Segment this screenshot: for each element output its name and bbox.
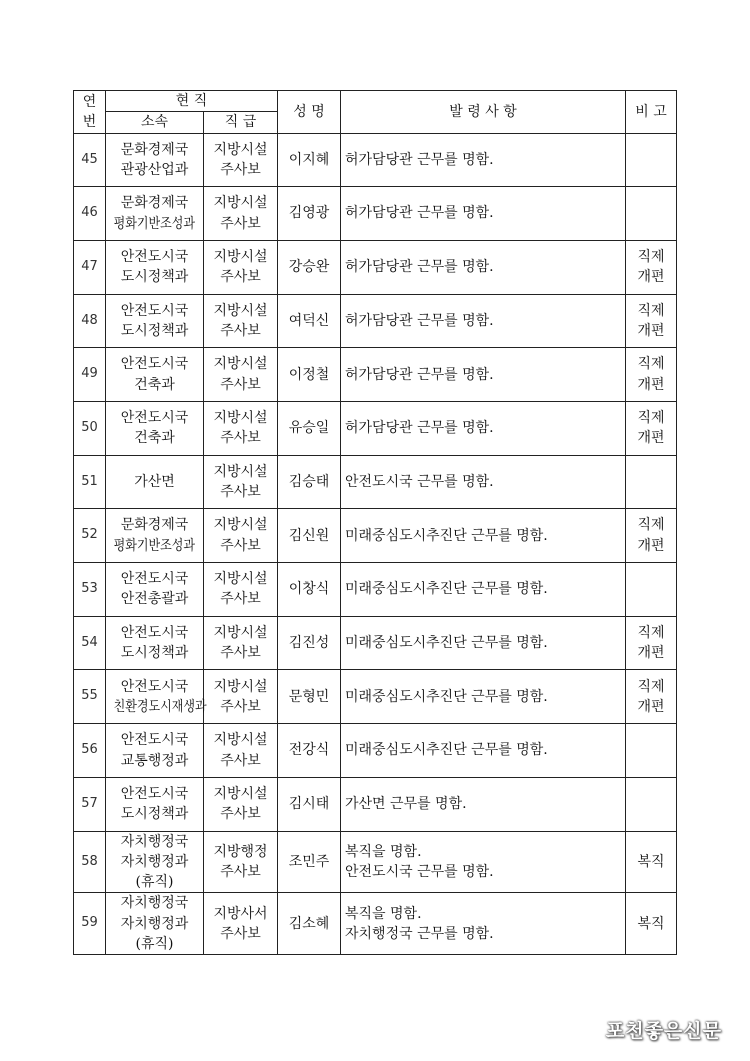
name-cell: 유승일 xyxy=(278,402,341,456)
name-cell: 이정철 xyxy=(278,348,341,402)
note-cell-line: 개편 xyxy=(637,537,665,554)
rank-cell-line: 주사보 xyxy=(220,537,261,554)
note-cell xyxy=(626,348,677,402)
department-cell-line: 안전도시국 xyxy=(120,785,189,802)
order-cell-line: 허가담당관 근무를 명함. xyxy=(345,312,494,329)
note-cell xyxy=(626,831,677,893)
department-cell-line: (휴직) xyxy=(135,936,174,953)
rank-cell xyxy=(204,348,278,402)
rank-cell-line: 주사보 xyxy=(220,215,261,232)
table-row xyxy=(74,133,677,187)
rank-cell-line: 주사보 xyxy=(220,752,261,769)
serial-number-cell: 56 xyxy=(74,724,106,778)
order-cell-line: 허가담당관 근무를 명함. xyxy=(345,151,494,168)
rank-cell xyxy=(204,294,278,348)
order-cell-line: 허가담당관 근무를 명함. xyxy=(345,205,494,222)
department-cell-line: 도시정책과 xyxy=(120,269,189,286)
note-cell xyxy=(626,777,677,831)
rank-cell xyxy=(204,133,278,187)
order-cell-line: 자치행정국 근무를 명함. xyxy=(345,925,494,942)
department-cell xyxy=(106,294,204,348)
table-row xyxy=(74,187,677,241)
name-cell: 강승완 xyxy=(278,240,341,294)
department-cell-line: (휴직) xyxy=(135,874,174,891)
rank-cell-line: 지방시설 xyxy=(213,249,268,266)
rank-cell xyxy=(204,777,278,831)
table-row xyxy=(74,455,677,509)
rank-cell-line: 지방시설 xyxy=(213,356,268,373)
note-cell-line: 개편 xyxy=(637,645,665,662)
department-cell xyxy=(106,402,204,456)
department-cell-line: 안전도시국 xyxy=(120,678,189,695)
name-cell: 이지혜 xyxy=(278,133,341,187)
rank-cell xyxy=(204,563,278,617)
rank-cell xyxy=(204,187,278,241)
rank-cell-line: 지방시설 xyxy=(213,463,268,480)
table-row xyxy=(74,240,677,294)
note-cell-line: 복직 xyxy=(637,915,665,932)
department-cell-line: 도시정책과 xyxy=(120,323,189,339)
rank-cell-line: 주사보 xyxy=(220,161,261,178)
department-cell xyxy=(106,616,204,670)
department-cell xyxy=(106,455,204,509)
table-row xyxy=(74,777,677,831)
order-cell xyxy=(341,187,626,241)
name-cell: 김영광 xyxy=(278,187,341,241)
rank-cell-line: 지방시설 xyxy=(213,302,268,319)
department-cell xyxy=(106,240,204,294)
table-row xyxy=(74,724,677,778)
table-row xyxy=(74,563,677,617)
name-cell: 김승태 xyxy=(278,455,341,509)
department-cell-line: 안전도시국 xyxy=(120,410,189,427)
order-cell-line: 안전도시국 근무를 명함. xyxy=(345,473,494,490)
department-cell-line: 안전총괄과 xyxy=(120,591,189,608)
department-cell-line: 안전도시국 xyxy=(120,249,189,266)
department-cell-line: 친환경도시재생과 xyxy=(113,698,207,715)
header-department: 소속 xyxy=(106,112,204,133)
rank-cell-line: 지방시설 xyxy=(213,141,268,158)
order-cell xyxy=(341,563,626,617)
department-cell xyxy=(106,509,204,563)
serial-number-cell: 57 xyxy=(74,777,106,831)
note-cell xyxy=(626,455,677,509)
note-cell-line: 직제 xyxy=(637,410,665,427)
serial-number-cell: 55 xyxy=(74,670,106,724)
name-cell: 조민주 xyxy=(278,831,341,893)
name-cell: 전강식 xyxy=(278,724,341,778)
table-row xyxy=(74,402,677,456)
order-cell xyxy=(341,402,626,456)
department-cell-line: 도시정책과 xyxy=(120,645,189,662)
note-cell xyxy=(626,724,677,778)
note-cell-line: 개편 xyxy=(637,323,665,339)
department-cell-line: 도시정책과 xyxy=(120,806,189,823)
rank-cell xyxy=(204,455,278,509)
table-row xyxy=(74,294,677,348)
serial-number-cell: 52 xyxy=(74,509,106,563)
rank-cell xyxy=(204,724,278,778)
rank-cell xyxy=(204,831,278,893)
rank-cell-line: 지방시설 xyxy=(213,410,268,427)
department-cell xyxy=(106,133,204,187)
rank-cell-line: 지방시설 xyxy=(213,678,268,695)
name-cell: 이창식 xyxy=(278,563,341,617)
name-cell: 김시태 xyxy=(278,777,341,831)
serial-number-cell: 58 xyxy=(74,831,106,893)
department-cell-line: 교통행정과 xyxy=(120,752,189,769)
serial-number-cell: 48 xyxy=(74,294,106,348)
department-cell-line: 안전도시국 xyxy=(120,302,189,319)
rank-cell-line: 주사보 xyxy=(220,591,261,608)
department-cell-line xyxy=(106,214,203,234)
table-row xyxy=(74,831,677,893)
note-cell-line: 복직 xyxy=(637,853,665,870)
rank-cell-line: 주사보 xyxy=(220,323,261,339)
note-cell xyxy=(626,402,677,456)
order-cell xyxy=(341,616,626,670)
order-cell-line: 미래중심도시추진단 근무를 명함. xyxy=(345,634,548,651)
order-cell xyxy=(341,893,626,955)
department-cell xyxy=(106,563,204,617)
order-cell-line: 허가담당관 근무를 명함. xyxy=(345,366,494,383)
name-cell: 김신원 xyxy=(278,509,341,563)
department-cell-line: 안전도시국 xyxy=(120,356,189,373)
department-cell-line: 자치행정국 xyxy=(120,833,189,850)
header-note: 비 고 xyxy=(626,91,677,134)
department-cell xyxy=(106,670,207,724)
order-cell-line: 허가담당관 근무를 명함. xyxy=(345,259,494,276)
serial-number-cell: 49 xyxy=(74,348,106,402)
department-cell-line xyxy=(106,536,203,556)
note-cell xyxy=(626,509,677,563)
note-cell-line: 개편 xyxy=(637,376,665,393)
table-row xyxy=(74,616,677,670)
table-row xyxy=(74,509,677,563)
rank-cell-line: 지방시설 xyxy=(213,624,268,641)
rank-cell xyxy=(204,240,278,294)
department-cell-line: 관광산업과 xyxy=(120,161,189,178)
note-cell xyxy=(626,294,677,348)
order-cell xyxy=(341,831,626,893)
department-cell-line: 문화경제국 xyxy=(120,517,189,534)
table-row xyxy=(74,348,677,402)
note-cell xyxy=(626,187,677,241)
department-cell-line: 자치행정과 xyxy=(120,915,189,932)
rank-cell-line: 지방시설 xyxy=(213,732,268,749)
department-cell-line: 문화경제국 xyxy=(120,141,189,158)
note-cell-line: 직제 xyxy=(637,249,665,266)
header-name: 성 명 xyxy=(278,91,341,134)
department-cell-line: 평화기반조성과 xyxy=(113,537,196,554)
department-cell-line: 건축과 xyxy=(134,430,175,447)
department-cell-line: 문화경제국 xyxy=(120,195,189,212)
note-cell-line: 직제 xyxy=(637,678,665,695)
note-cell-line: 직제 xyxy=(637,517,665,534)
personnel-order-table xyxy=(73,90,677,955)
note-cell xyxy=(626,133,677,187)
header-current-position: 현 직 xyxy=(106,91,278,112)
note-cell xyxy=(626,563,677,617)
serial-number-cell: 59 xyxy=(74,893,106,955)
order-cell xyxy=(341,455,626,509)
order-cell-line: 미래중심도시추진단 근무를 명함. xyxy=(345,688,548,705)
order-cell xyxy=(341,348,626,402)
department-cell xyxy=(106,187,204,241)
note-cell-line: 개편 xyxy=(637,430,665,447)
order-cell-line: 안전도시국 근무를 명함. xyxy=(345,863,494,880)
name-cell: 김소혜 xyxy=(278,893,341,955)
rank-cell-line: 주사보 xyxy=(220,269,261,286)
rank-cell xyxy=(204,670,278,724)
header-rank: 직 급 xyxy=(204,112,278,133)
order-cell xyxy=(341,777,626,831)
serial-number-cell: 53 xyxy=(74,563,106,617)
order-cell-line: 미래중심도시추진단 근무를 명함. xyxy=(345,742,548,759)
rank-cell-line: 지방시설 xyxy=(213,571,268,588)
department-cell-line: 가산면 xyxy=(134,473,175,490)
rank-cell-line: 지방시설 xyxy=(213,517,268,534)
header-serial-number: 연 번 xyxy=(74,91,106,134)
rank-cell-line: 주사보 xyxy=(220,863,261,880)
name-cell: 문형민 xyxy=(278,670,341,724)
rank-cell-line: 주사보 xyxy=(220,484,261,501)
order-cell xyxy=(341,670,626,724)
rank-cell-line: 주사보 xyxy=(220,376,261,393)
note-cell-line: 직제 xyxy=(637,302,665,319)
serial-number-cell: 50 xyxy=(74,402,106,456)
rank-cell xyxy=(204,616,278,670)
name-cell: 여덕신 xyxy=(278,294,341,348)
serial-number-cell: 51 xyxy=(74,455,106,509)
order-cell-line: 미래중심도시추진단 근무를 명함. xyxy=(345,581,548,598)
table-body xyxy=(74,133,677,955)
department-cell xyxy=(106,724,204,778)
note-cell xyxy=(626,670,677,724)
rank-cell-line: 주사보 xyxy=(220,806,261,823)
serial-number-cell: 45 xyxy=(74,133,106,187)
rank-cell-line: 주사보 xyxy=(220,698,261,715)
rank-cell-line: 지방행정 xyxy=(213,843,268,860)
order-cell-line: 미래중심도시추진단 근무를 명함. xyxy=(345,527,548,544)
order-cell-line: 복직을 명함. xyxy=(345,905,422,922)
department-cell xyxy=(106,893,204,955)
order-cell-line: 복직을 명함. xyxy=(345,843,422,860)
note-cell-line: 직제 xyxy=(637,624,665,641)
rank-cell-line: 주사보 xyxy=(220,430,261,447)
rank-cell-line: 지방시설 xyxy=(213,195,268,212)
rank-cell-line: 주사보 xyxy=(220,645,261,662)
note-cell-line: 개편 xyxy=(637,269,665,286)
department-cell-line: 안전도시국 xyxy=(120,624,189,641)
order-cell xyxy=(341,724,626,778)
department-cell-line: 건축과 xyxy=(134,376,175,393)
rank-cell xyxy=(204,893,278,955)
newspaper-watermark: 포천좋은신문 xyxy=(605,1020,722,1042)
order-cell xyxy=(341,294,626,348)
note-cell xyxy=(626,893,677,955)
note-cell xyxy=(626,616,677,670)
order-cell xyxy=(341,509,626,563)
department-cell xyxy=(106,348,204,402)
note-cell-line: 개편 xyxy=(637,698,665,715)
table-row xyxy=(74,670,677,724)
order-cell-line: 가산면 근무를 명함. xyxy=(345,796,467,813)
name-cell: 김진성 xyxy=(278,616,341,670)
department-cell-line: 자치행정국 xyxy=(120,895,189,912)
table-row xyxy=(74,893,677,955)
department-cell-line xyxy=(106,697,207,717)
rank-cell-line: 지방사서 xyxy=(213,905,268,922)
department-cell xyxy=(106,831,204,893)
department-cell-line: 평화기반조성과 xyxy=(113,215,196,232)
rank-cell-line: 지방시설 xyxy=(213,785,268,802)
rank-cell xyxy=(204,402,278,456)
serial-number-cell: 54 xyxy=(74,616,106,670)
header-order: 발 령 사 항 xyxy=(341,91,626,134)
note-cell-line: 직제 xyxy=(637,356,665,373)
note-cell xyxy=(626,240,677,294)
department-cell-line: 안전도시국 xyxy=(120,732,189,749)
order-cell xyxy=(341,240,626,294)
department-cell xyxy=(106,777,204,831)
serial-number-cell: 46 xyxy=(74,187,106,241)
serial-number-cell: 47 xyxy=(74,240,106,294)
order-cell xyxy=(341,133,626,187)
department-cell-line: 자치행정과 xyxy=(120,853,189,870)
rank-cell-line: 주사보 xyxy=(220,925,261,942)
order-cell-line: 허가담당관 근무를 명함. xyxy=(345,420,494,437)
department-cell-line: 안전도시국 xyxy=(120,571,189,588)
rank-cell xyxy=(204,509,278,563)
